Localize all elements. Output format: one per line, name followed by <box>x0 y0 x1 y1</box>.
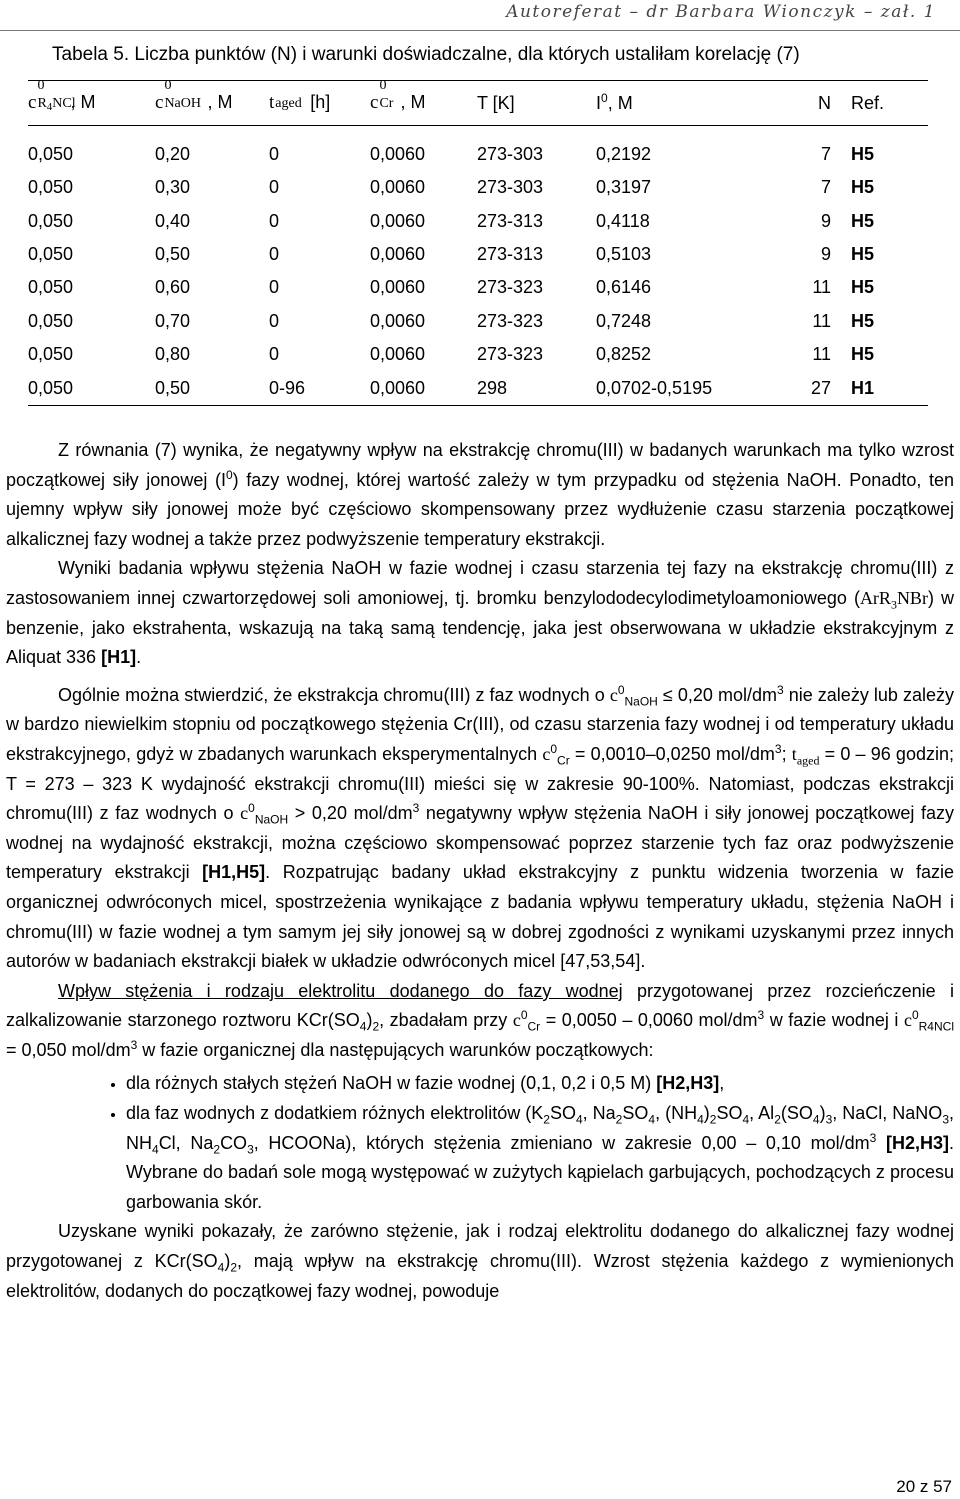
table-cell: 0,0060 <box>370 277 426 298</box>
table-cell: H5 <box>851 344 875 365</box>
table-row <box>28 338 928 371</box>
table-cell: 0,0702-0,5195 <box>596 377 713 398</box>
table-cell: 9 <box>820 243 831 264</box>
table-cell: 11 <box>812 277 831 298</box>
table-cell: 7 <box>820 177 831 198</box>
table-cell: 0,0060 <box>370 177 426 198</box>
table-cell: H1 <box>851 377 875 398</box>
table-row <box>28 305 928 338</box>
table-cell: 0 <box>269 210 280 231</box>
table-cell: 0,5103 <box>596 243 652 264</box>
col-header-c-naoh: c 0 NaOH , M <box>155 78 233 113</box>
conditions-list <box>6 1069 954 1217</box>
table-cell: 0,4118 <box>596 210 650 231</box>
table-header-row <box>28 81 928 126</box>
table-row <box>28 371 928 405</box>
table-cell: 0,0060 <box>370 344 426 365</box>
table-cell: 0,80 <box>155 344 191 365</box>
paragraph-5: Uzyskane wyniki pokazały, że zarówno stężenie, jak i rodzaj elektrolitu dodanego do alkalicznej fazy wodnej przygotowanej z $KCr(SO_4)_2$, mają wpływ na ekstrakcję chromu(III). Wzrost stężenia każdego z wymienionych elektrolitów, dodanych do początkowej fazy wodnej, powoduje <box>6 1221 954 1301</box>
table-cell: 11 <box>812 310 831 331</box>
table-cell: 273-313 <box>477 210 544 231</box>
table-cell: H5 <box>851 177 875 198</box>
table-cell: 0,0060 <box>370 210 426 231</box>
paragraph-3: Ogólnie można stwierdzić, że ekstrakcja chromu(III) z faz wodnych o $c^0_{NaOH} \le 0,20$ mol/$dm^3$ nie zależy lub zależy w bardzo niewielkim stopniu od początkowego stężenia Cr(III), od czasu starzenia fazy wodnej i od temperatury układu ekstrakcyjnego, gdyż w zbadanych warunkach eksperymentalnych $c^0_{Cr} = 0,0010-0,0250$ mol/$dm^3$; $t_{aged} = 0 - 96$ godzin; T = 273 – 323 K wydajność ekstrakcji chromu(III) mieści się w zakresie 90-100%. Natomiast, podczas ekstrakcji chromu(III) z faz wodnych o $c^0_{NaOH} > 0,20$ mol/$dm^3$ negatywny wpływ stężenia NaOH i siły jonowej początkowej fazy wodnej na wydajność ekstrakcji, można częściowo skompensować poprzez starzenie tych faz oraz podwyższenie temperatury ekstrakcji [H1,H5]. Rozpatrując badany układ ekstrakcyjny z punktu widzenia tworzenia w fazie organicznej odwróconych micel, spostrzeżenia wynikające z badania wpływu temperatury układu, stężenia NaOH i chromu(III) w fazie wodnej a tym samym jej siły jonowej są w dobrej zgodności z wynikami uzyskanymi przez innych autorów w badaniach ekstrakcji białek w układzie odwróconych micel [47,53,54]. <box>6 682 954 972</box>
table-cell: 0,050 <box>28 310 74 331</box>
table-cell: 0,050 <box>28 210 74 231</box>
table-cell: 0,0060 <box>370 377 426 398</box>
paragraph-4: Wpływ stężenia i rodzaju elektrolitu dodanego do fazy wodnej przygotowanej przez rozcieńczenie i zalkalizowanie starzonego roztworu $KCr(SO_4)_2$, zbadałam przy $c^0_{Cr} = 0,0050 - 0,0060$ mol/$dm^3$ w fazie wodnej i $c^0_{R4NCl} = 0,050$ mol/$dm^3$ w fazie organicznej dla następujących warunków początkowych: <box>6 980 954 1060</box>
table-cell: 273-303 <box>477 144 544 164</box>
page-number: 20 z 57 <box>896 1477 952 1496</box>
table-cell: 0,0060 <box>370 310 426 331</box>
table-cell: 0,050 <box>28 243 74 264</box>
col-header-c-cr: c 0 Cr , M <box>370 78 426 113</box>
table-cell: 0,050 <box>28 144 74 164</box>
table-cell: 0,40 <box>155 210 191 231</box>
table-cell: H5 <box>851 144 875 164</box>
table-cell: 0,0060 <box>370 243 426 264</box>
data-table <box>28 80 928 406</box>
table-row <box>28 271 928 304</box>
table-cell: 0 <box>269 310 280 331</box>
table-cell: 0,20 <box>155 144 191 164</box>
table-cell: 273-323 <box>477 344 544 365</box>
table-cell: 11 <box>812 344 831 365</box>
list-item: • dla różnych stałych stężeń NaOH w fazie wodnej (0,1, 0,2 i 0,5 M) [H2,H3], <box>126 1069 954 1099</box>
table-row <box>28 204 928 237</box>
body-text <box>6 436 954 1306</box>
col-header-t-aged: t aged [h] <box>269 92 331 113</box>
table-cell: 0,70 <box>155 310 191 331</box>
table-cell: 0,050 <box>28 277 74 298</box>
col-header-i: $I^0$, M <box>596 90 633 113</box>
table-cell: 0,50 <box>155 377 191 398</box>
table-cell: 9 <box>820 210 831 231</box>
col-header-c-r4ncl: c 0 $R_4NCl$ , M <box>28 78 96 113</box>
table-cell: 0,2192 <box>596 144 652 164</box>
table-cell: H5 <box>851 243 875 264</box>
table-cell: 0-96 <box>269 377 306 398</box>
table-cell: 0,050 <box>28 344 74 365</box>
table-cell: 0 <box>269 277 280 298</box>
table-cell: 0,7248 <box>596 310 652 331</box>
table-cell: 0,050 <box>28 377 74 398</box>
table-cell: 0,8252 <box>596 344 652 365</box>
table-cell: 0,6146 <box>596 277 652 298</box>
table-cell: 0 <box>269 177 280 198</box>
paragraph-2: Wyniki badania wpływu stężenia NaOH w fazie wodnej i czasu starzenia tej fazy na ekstrakcję chromu(III) z zastosowaniem innej czwartorzędowej soli amoniowej, tj. bromku benzylododecylodimetyloamoniowego (ArR$_3$NBr) w benzenie, jako ekstrahenta, wskazują na taką samą tendencję, jaka jest obserwowana w układzie ekstrakcyjnym z Aliquat 336 [H1]. <box>6 558 954 668</box>
table-cell: 0,60 <box>155 277 191 298</box>
table-cell: 0,0060 <box>370 144 426 164</box>
paragraph-1: Z równania (7) wynika, że negatywny wpływ na ekstrakcję chromu(III) w badanych warunkach ma tylko wzrost początkowej siły jonowej $(I^0)$ fazy wodnej, której wartość zależy w tym przypadku od stężenia NaOH. Ponadto, ten ujemny wpływ siły jonowej może być częściowo skompensowany przez wydłużenie czasu starzenia początkowej alkalicznej fazy wodnej a także przez podwyższenie temperatury ekstrakcji. <box>6 440 954 549</box>
table-cell: H5 <box>851 277 875 298</box>
table-cell: 273-313 <box>477 243 544 264</box>
table-cell: H5 <box>851 210 875 231</box>
table-cell: 27 <box>810 377 831 398</box>
table-row <box>28 238 928 271</box>
table-cell: 273-323 <box>477 277 544 298</box>
table-cell: 0,3197 <box>596 177 652 198</box>
table-row <box>28 126 928 172</box>
table-caption: Tabela 5. Liczba punktów (N) i warunki doświadczalne, dla których ustaliłam korelację (7) <box>52 44 800 65</box>
table-cell: 0 <box>269 243 280 264</box>
table-cell: 0 <box>269 144 280 164</box>
header-rule <box>0 30 960 31</box>
table-cell: 298 <box>477 377 508 398</box>
col-header-ref: Ref. <box>851 92 885 113</box>
table-cell: 7 <box>820 144 831 164</box>
table-cell: 0,50 <box>155 243 191 264</box>
table-cell: H5 <box>851 310 875 331</box>
col-header-t: T [K] <box>477 92 515 113</box>
list-item: • dla faz wodnych z dodatkiem różnych elektrolitów ($K_2SO_4$, $Na_2SO_4$, $(NH_4)_2SO_4$, $Al_2(SO_4)_3$, NaCl, NaNO$_3$, $NH_4Cl$, $Na_2CO_3$, HCOONa), których stężenia zmieniano w zakresie 0,00 – 0,10 mol/$dm^3$ [H2,H3]. Wybrane do badań sole mogą występować w zużytych kąpielach garbujących, pochodzących z procesu garbowania skór. <box>126 1099 954 1217</box>
table-cell: 273-323 <box>477 310 544 331</box>
table-row <box>28 171 928 204</box>
table-cell: 273-303 <box>477 177 544 198</box>
running-header: Autoreferat – dr Barbara Wionczyk – zał. 1 <box>506 2 936 22</box>
formula-arr3nbr: ArR$_3$NBr <box>859 587 928 612</box>
table-cell: 0,30 <box>155 177 191 198</box>
col-header-n: N <box>818 92 831 113</box>
table-cell: 0 <box>269 344 280 365</box>
table-cell: 0,050 <box>28 177 74 198</box>
